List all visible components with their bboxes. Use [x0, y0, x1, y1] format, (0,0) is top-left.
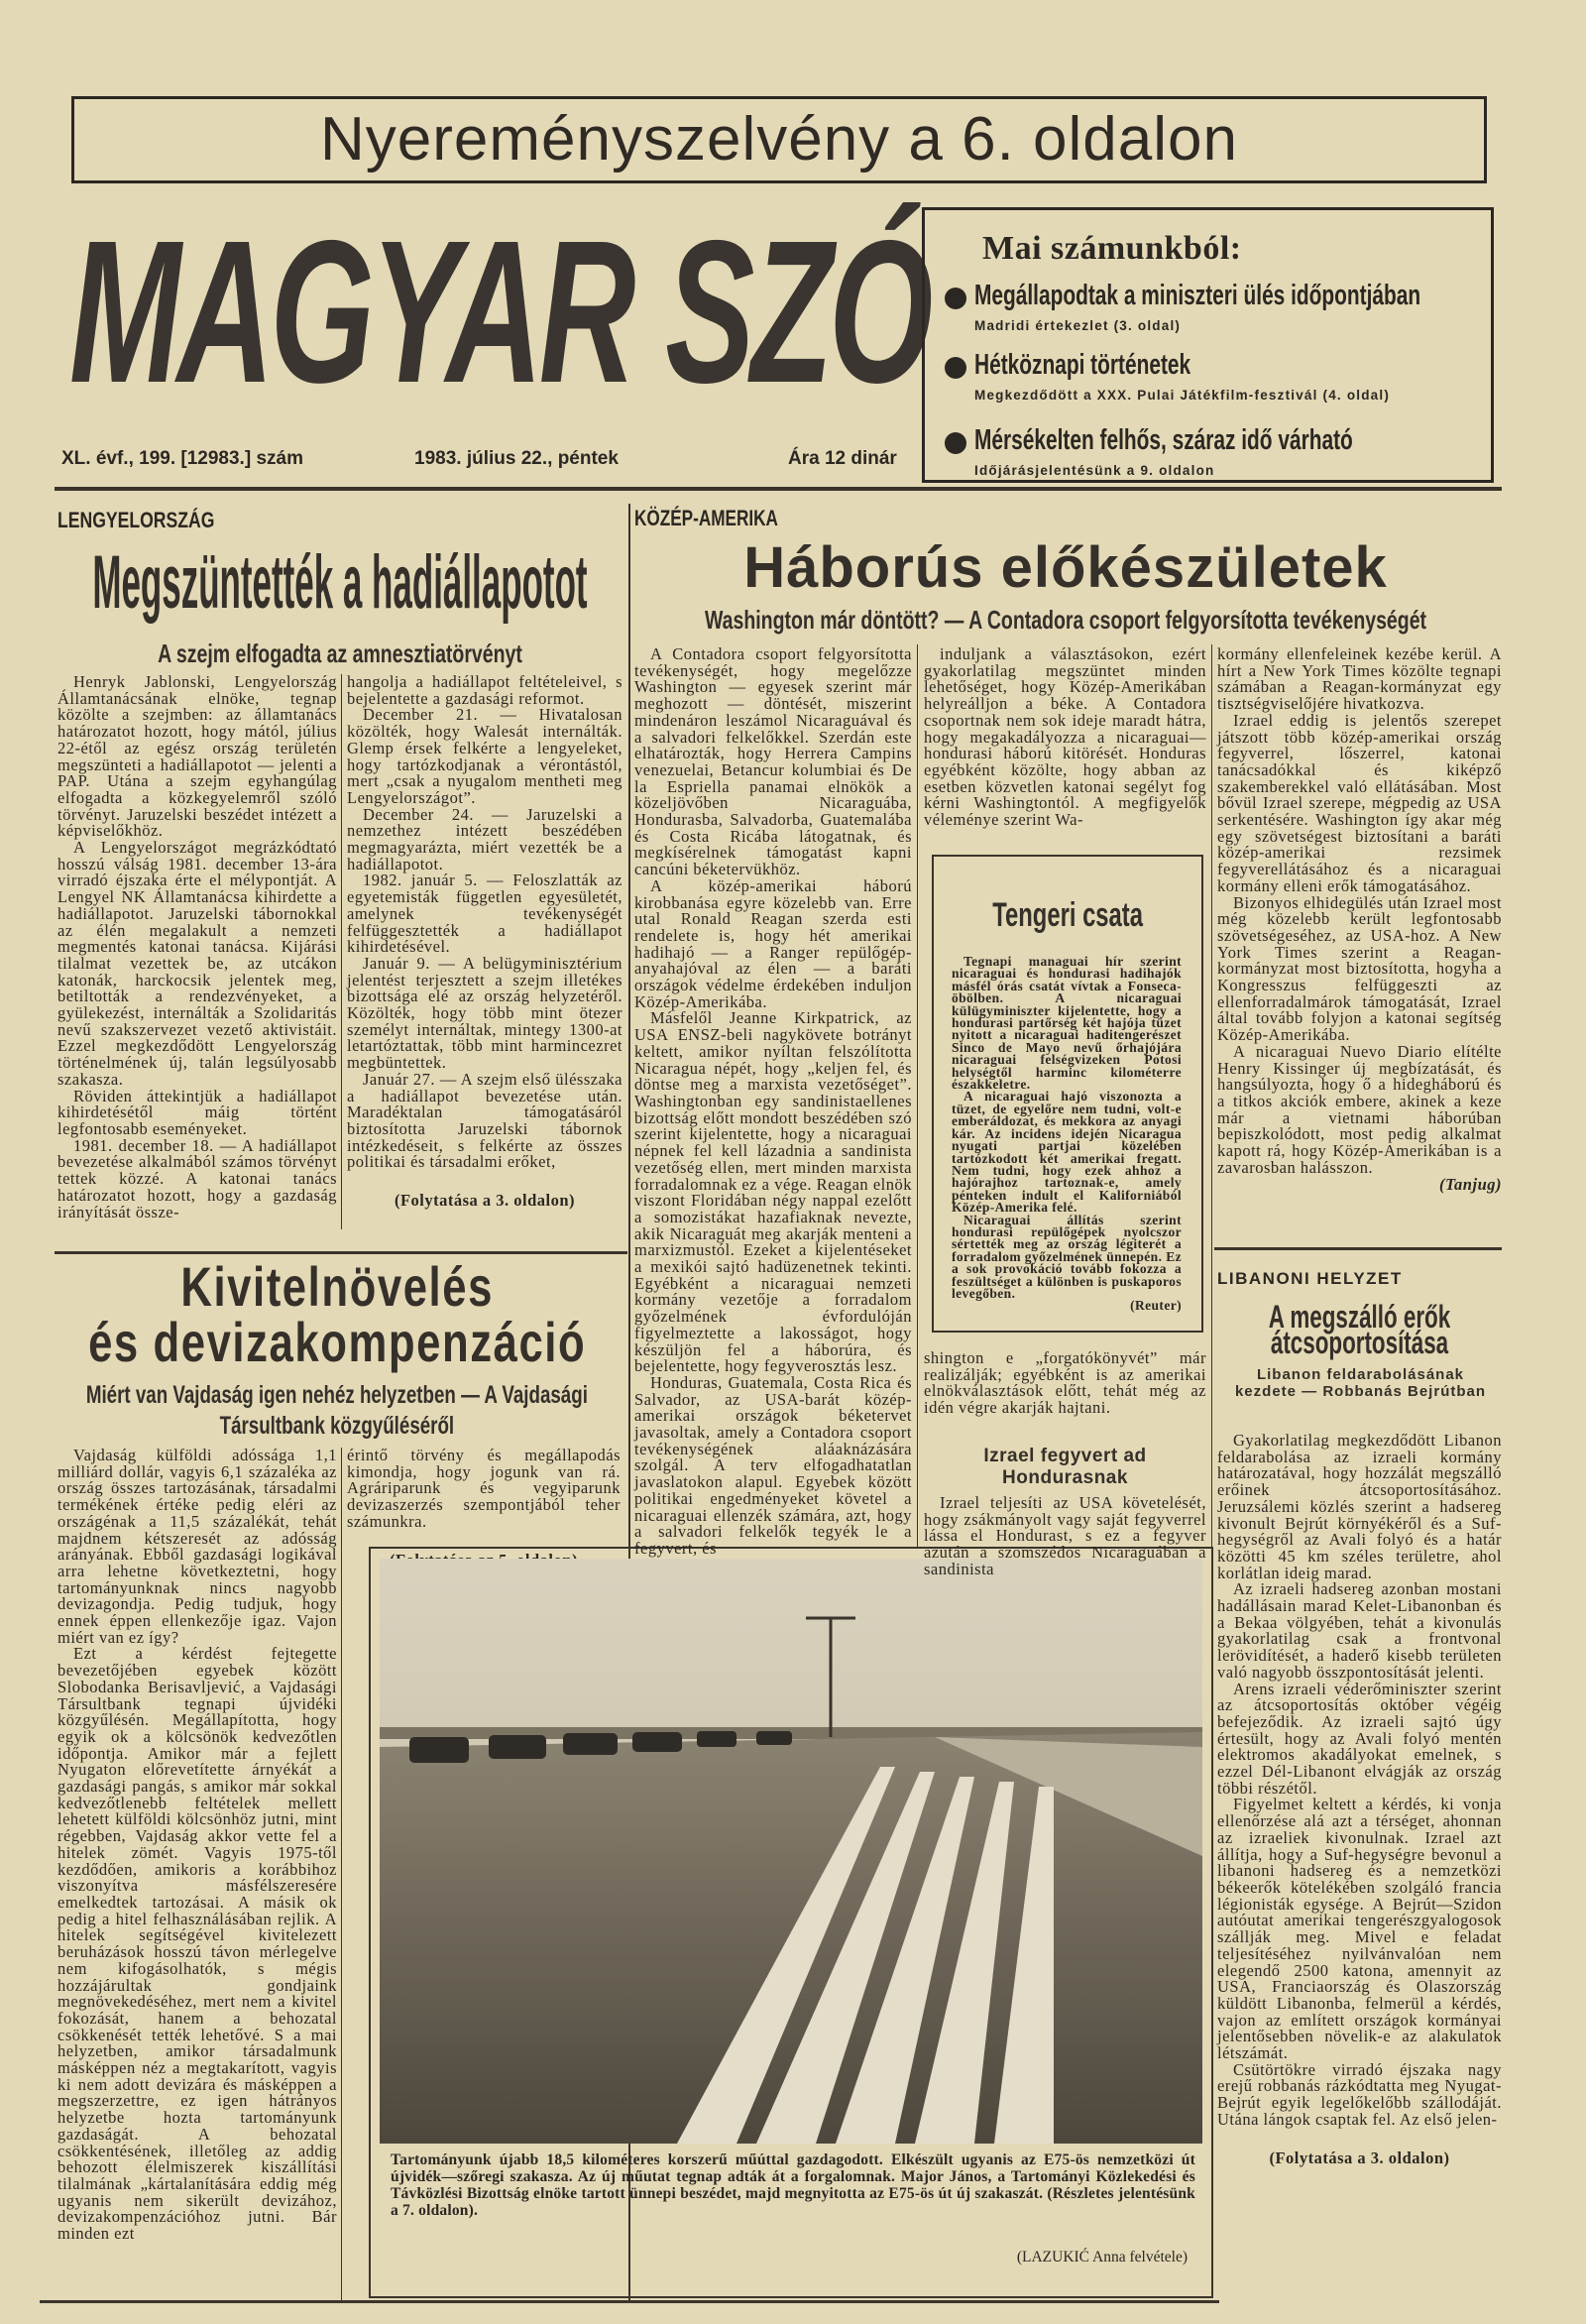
article-headline: Háborús előkészületek: [743, 535, 1388, 600]
paragraph: Figyelmet keltett a kérdés, ki vonja ellenőrzése alá azt a térséget, ahonnan az izraeliek kivonulnak. Izrael azt állítja, hogy a Suf-hegységre bevonul a libanoni hadsereg és a nemzetközi békeerők kötelékében szolgáló francia légionisták egysége. A Bejrút—Szidon autóutat amerikai tengerészgyalogosok szállják meg. Mivel e feladat teljesítéséhez nyilvánvalóan nem elegendő 2500 katona, amennyit az USA, Franciaország és Olaszország küldött Libanonba, felmerül a kérdés, vajon az említett országok kormányai jelentősebben növelik-e az alakulatok létszámát.: [1217, 1795, 1502, 2063]
issue-price: Ára 12 dinár: [788, 448, 897, 469]
page-bottom-rule: [40, 2300, 1219, 2303]
prize-coupon-banner: Nyereményszelvény a 6. oldalon: [71, 96, 1487, 183]
column-divider: [917, 644, 918, 1547]
paragraph: A nicaraguai Nuevo Diario elítélte Henry Kissinger új megbízatását, és hangsúlyozta, hogy ő a hidegháború és a titkos akciók embere, akinek a keze már a vietnami háborúban bepiszkolódott, most pedig alkalmat kapott rá, hogy Közép-Amerikában is a zavarosban halásszon.: [1217, 1041, 1502, 1177]
bullet-icon: [945, 432, 966, 454]
paragraph: Január 9. — A belügyminisztérium jelentést terjesztett a szejm illetékes bizottsága elé az ország helyzetéről. Közölték, hogy több mint ötezer személyt internáltak, mintegy 1300-at letartóztattak, több mint harmincezret megbüntettek.: [347, 953, 623, 1073]
headline-line: átcsoportosítása: [1270, 1325, 1449, 1360]
article-column: [57, 1448, 337, 2300]
headline-line: Kivitelnövelés: [180, 1255, 494, 1318]
paragraph: Honduras, Guatemala, Costa Rica és Salvador, az USA-barát közép-amerikai országok béketervet javasoltak, amely a Contadora csoport tevékenységének aláaknázására szolgál. A terv elfogadhatatlan javaslatokon alapul. Egyebek között politikai engedményeket követel a nicaraguai ellenzék számára, azt, hogy a salvadori felkelők tegyék le a fegyvert, és: [634, 1372, 912, 1558]
paragraph: érintő törvény és megállapodás kimondja, hogy jogunk van rá. Agráriparunk és vegyiparunk devizaszerzés szempontjából teher számunkra.: [347, 1446, 621, 1531]
article-subheadline: [634, 605, 1497, 636]
contents-item-headline: Megállapodtak a miniszteri ülés időpontjában: [974, 280, 1421, 311]
newspaper-logo: [69, 198, 930, 426]
issue-number: XL. évf., 199. [12983.] szám: [61, 448, 303, 469]
road-photo: [369, 1547, 1213, 2298]
paragraph: Január 27. — A szejm első ülésszaka a hadiállapot bevezetése után. Maradéktalan támogatásáról biztosította Jaruzelski tábornok intézkedéseit, s felkérte az összes politikai és társadalmi erőket,: [347, 1069, 623, 1172]
contents-item-headline: Mérsékelten felhős, száraz idő várható: [974, 424, 1353, 456]
paragraph: Arens izraeli véderőminiszter szerint az átcsoportosítás október végéig befejeződik. Az izraeli sajtó úgy értesült, hogy az Avali folyó mentén elektromos akadályokat emelnek, s ezzel Dél-Libanont elvágják az ország többi részétől.: [1217, 1679, 1502, 1798]
article-headline: [1217, 1299, 1502, 1360]
article-column: [57, 674, 337, 1249]
news-agency-credit: (Reuter): [1130, 1298, 1182, 1314]
headline-line: A megszálló erők: [1268, 1299, 1451, 1335]
paragraph: Izrael teljesíti az USA követelését, hogy zsákmányolt vagy saját fegyverrel lássa el Hondurast, s ez a fegyver azután a szomszédos Nicaraguában a sandinista: [924, 1493, 1206, 1578]
subheadline-line: Társultbank közgyűléséről: [219, 1412, 455, 1440]
paragraph: Izrael eddig is jelentős szerepet játszott több közép-amerikai ország fegyverrel, lőszerrel, katonai tanácsadókkal és kiképző szakemberekkel való ellátásában. Most bővül Izrael szerepe, mégpedig az USA serkentésére. Washington így akar még egy szövetségest biztosítani a baráti közép-amerikai rezsimek fegyverellátásához és a nicaraguai kormány elleni erők támogatásához.: [1217, 710, 1502, 895]
section-label: LENGYELORSZÁG: [57, 508, 215, 532]
sidebar-title: [934, 896, 1201, 935]
headline-line: Izrael fegyvert ad: [983, 1446, 1147, 1466]
paragraph: Vajdaság külföldi adóssága 1,1 milliárd dollár, vagyis 6,1 százaléka az ország összes tartozásának, társadalmi termékének értéke pedig eléri az országénak a 11,5 százalékát, tehát majdnem kétszeresét az adósság arányának. Ebből gazdasági logikával arra lehetne következtetni, hogy tartományunknak nincs nagyobb devizagondja. Pedig tudjuk, hogy ennek éppen ellenkezője igaz. Vajon miért van ez így?: [57, 1446, 337, 1647]
article-headline: [50, 1255, 624, 1373]
paragraph: Nicaraguai állítás szerint hondurasi repülőgépek nyolcszor sértették meg az ország légiterét a forradalom győzelmének ünnepén. Ez a sok provokáció tovább fokozza a feszültséget a különben is puskaporos levegőben.: [952, 1212, 1182, 1301]
article-headline: [57, 535, 623, 631]
article-column: [347, 674, 623, 1244]
contents-item-headline: Hétköznapi történetek: [974, 349, 1191, 381]
headline-line: és devizakompenzáció: [88, 1311, 587, 1373]
issue-date: 1983. július 22., péntek: [414, 448, 619, 469]
paragraph: December 21. — Hivatalosan közölték, hogy Walesát internálták. Glemp érsek felkérte a lengyeleket, hogy tartózkodjanak a vérontástól, mert „csak a nyugalom mentheti meg Lengyelországot”.: [347, 705, 623, 807]
article-column: [634, 644, 912, 1558]
contents-item-sub: Megkezdődött a XXX. Pulai Játékfilm-fesztivál (4. oldal): [974, 388, 1391, 403]
photo-caption: Tartományunk újabb 18,5 kilométeres korszerű műúttal gazdagodott. Elkészült ugyanis az E75-ös nemzetközi út újvidék—szőregi szakasza. Az új műutat tegnap adták át a forgalomnak. Major János, a Tartományi Közlekedési és Távközlési Bizottság elnöke tartott ünnepi beszédet, majd megnyitotta az E75-ös út új szakaszát. (Részletes jelentésünk a 7. oldalon).: [391, 2151, 1195, 2219]
paragraph: induljank a választásokon, ezért gyakorlatilag megszüntet minden lehetőséget, hogy Közép-Amerikában helyreálljon a béke. A Contadora csoportnak nem sok ideje maradt hátra, hogy megakadályozza a nicaraguai—hondurasi háború kitörését. Honduras egyébként közölte, hogy abban az esetben közvetlen katonai segélyt fog kérni Washingtontól. A megfigyelők véleménye szerint Wa-: [924, 644, 1206, 830]
headline-line: Hondurasnak: [1002, 1467, 1128, 1488]
logo-text: MAGYAR SZÓ: [69, 198, 930, 425]
column-divider: [341, 674, 342, 1229]
article-column: [1217, 646, 1502, 1241]
paragraph: shington e „forgatókönyvét” már realizálják; egyébként is az amerikai elnökválasztások előtt, tehát még az idén végre akarják hajtani.: [924, 1348, 1206, 1418]
sidebar-naval-battle: [932, 855, 1203, 1333]
paragraph: Tegnapi managuai hír szerint nicaraguai és hondurasi hadihajók másfél órás csatát vívtak a Fonseca-öbölben. A nicaraguai külügyminiszter kijelentette, hogy a hondurasi partőrség két hajója tüzet nyitott a nicaraguai haditengerészet Sinco de Mayo nevű őrhajójára nicaraguai felségvizeken Potosi helységtől harminc kilométerre északkeletre.: [952, 954, 1182, 1093]
masthead-rule: [55, 487, 1502, 491]
article-rule: [1214, 1247, 1502, 1250]
bullet-icon: [945, 357, 966, 379]
article-column: [924, 1350, 1206, 1434]
paragraph: Csütörtökre virradó éjszaka nagy erejű robbanás rázkódtatta meg Nyugat-Bejrút egyik legelőkelőbb szállodáját. Utána lángok csaptak fel. Az első jelen-: [1217, 2059, 1502, 2129]
paragraph: Gyakorlatilag megkezdődött Libanon feldarabolása az izraeli kormány határozatával, hogy hozzálát megszálló erőinek átcsoportosításához. Jeruzsálemi közlés szerint a hadsereg kivonult Bejrút környékéről és a Suf-hegységről az Avali folyó és a határ közötti 45 km széles területre, ahol korlátlan ideig marad.: [1217, 1431, 1502, 1582]
article-headline: [924, 1446, 1206, 1489]
article-subheadline: Libanon feldarabolásának kezdete — Robbanás Bejrútban: [1234, 1366, 1487, 1400]
paragraph: December 24. — Jaruzelski a nemzethez intézett beszédében megmagyarázta, miért vezették be a hadiállapotot.: [347, 804, 623, 873]
article-column: [347, 1448, 621, 1547]
continued-link[interactable]: (Folytatása a 3. oldalon): [394, 1191, 576, 1211]
paragraph: A nicaraguai hajó viszonozta a tüzet, de egyelőre nem tudni, volt-e emberáldozat, és mekkora az anyagi kár. Az incidens idején Nicaragua nyugati partjai közelében tartózkodott két amerikai fregatt. Nem tudni, hogy ezek ahhoz a hajórajhoz tartoznak-e, amely pénteken indult el Kaliforniából Közép-Amerika felé.: [952, 1089, 1182, 1216]
paragraph: Henryk Jablonski, Lengyelország Államtanácsának elnöke, tegnap közölte a szejmben: az államtanács határozatot hozott, hogy mától, július 22-étől az egész ország területén megszünteti a hadiállapotot — jelenti a PAP. Utána a szejm egyhangúlag elfogadta a közkegyelemről szóló törvényt. Jaruzelski beszédet intézett a képviselőkhöz.: [57, 672, 337, 841]
contents-box: [922, 207, 1494, 483]
contents-title: Mai számunkból:: [982, 230, 1242, 267]
section-label: KÖZÉP-AMERIKA: [634, 506, 778, 530]
paragraph: 1982. január 5. — Feloszlatták az egyetemisták független egyesületét, amelynek tevékenységét felfüggesztették a hadiállapot kihirdetésével.: [347, 871, 623, 957]
column-divider: [341, 1448, 342, 2300]
headline-text: Megszüntették a hadiállapotot: [92, 540, 588, 625]
news-agency-credit: (Tanjug): [1439, 1174, 1502, 1194]
photo-credit: (LAZUKIĆ Anna felvétele): [1016, 2249, 1188, 2266]
paragraph: Bizonyos elhidegülés után Izrael most még közelebb került legfontosabb szövetségeséhez, az USA-hoz. A New York Times szerint a Reagan-kormányzat most biztosította, hogyha a Kongresszus felfüggeszti az ellenforradalmárok támogatását, Izrael által tovább folyjon a katonai segítség Közép-Amerikába.: [1217, 892, 1502, 1045]
sidebar-title-text: Tengeri csata: [992, 896, 1143, 934]
subheadline-text: A szejm elfogadta az amnesztiatörvényt: [158, 639, 522, 668]
paragraph: Ezt a kérdést fejtegette bevezetőjében egyebek között Slobodanka Berisavljević, a Vajdasági Társultbank tegnapi újvidéki közgyűlésén. Megállapította, hogy egyik ok a kölcsönök kedvezőtlen időpontja. Amikor már a fejlett Nyugaton előrevetítette árnyékát a gazdasági pangás, s amikor már sokkal kedvezőtlenebb feltételek mellett lehetett külföldi kölcsönhöz jutni, mint régebben, Vajdaság akkor vette fel a hitelek zömét. Vagyis 1975-től kezdődően, amikoris a korábbihoz viszonyítva másfélszeresére emelkedtek tartozásai. A másik ok pedig a hitel felhasználásában rejlik. A hitelek segítségével kivitelezett beruházások hosszú távon mérlegelve nem kifogásolhatók, s mégis hozzájárultak gondjaink megnövekedéséhez, mert nem a kivitel fokozását, hanem a behozatal csökkenését tették lehetővé. S a mai helyzetben, amikor társadalmunk másképpen néz a megtakarított, vagyis ki nem adott devizára és másképpen a megszerzettre, ez igen hátrányos helyzetbe hozta tartományunk gazdaságát. A behozatal csökkentésének, illetőleg az addig behozott élelmiszerek kiszállítási tilalmának „kártalanítására eddig még ugyanis nem sikerült devizához, devizakompenzációhoz jutni. Bár minden ezt: [57, 1644, 337, 2244]
paragraph: Másfelől Jeanne Kirkpatrick, az USA ENSZ-beli nagykövete botrányt keltett, amikor nyíltan felszólította Nicaragua népét, hogy „keljen fel, és döntse meg a marxista vezetőséget”. Washingtonban egy sandinistaellenes bizottság előtt mondott beszédében szó szerint kijelentette, hogy a nicaraguai népnek fel kell lázadnia a sandinista vezetőség ellen, mert minden marxista forradalomnak ez a vége. Reagan elnök viszont Floridában négy nappal ezelőtt a somozistákat hazafiaknak nevezte, akik Nicaraguát meg akarják menteni a marxizmustól. Ezeket a kijelentéseket a mexikói sajtó hadüzenetnek tekinti. Egyébként a nicaraguai nemzeti kormány vezetője a forradalom győzelmének évfordulóján figyelmeztette a lakosságot, hogy készüljön fel a háborúra, és bejelentette, hogy fegyverosztás lesz.: [634, 1008, 912, 1376]
paragraph: hangolja a hadiállapot feltételeivel, s bejelentette a gazdasági reformot.: [347, 672, 623, 708]
article-column: [1217, 1433, 1502, 2285]
section-label: LIBANONI HELYZET: [1217, 1269, 1403, 1288]
paragraph: 1981. december 18. — A hadiállapot bevezetése alkalmából számos törvényt tettek közzé. A katonai tanács határozatot hozott, hogy a gazdaság irányítását össze-: [57, 1135, 337, 1221]
contents-item-sub: Madridi értekezlet (3. oldal): [974, 318, 1182, 333]
subheadline-text: Washington már döntött? — A Contadora csoport felgyorsította tevékenységét: [704, 605, 1427, 635]
article-subheadline: [57, 639, 623, 669]
paragraph: Röviden áttekintjük a hadiállapot kihirdetésétől máig történt legfontosabb eseményeket.: [57, 1086, 337, 1138]
contents-item-sub: Időjárásjelentésünk a 9. oldalon: [974, 463, 1215, 478]
paragraph: A Lengyelországot megrázkódtató hosszú válság 1981. december 13-ára virradó éjszaka érte el mélypontját. A Lengyel NK Államtanácsa kihirdette a hadiállapotot. Jaruzelski tábornokkal az élén megalakult a nemzeti megmentés katonai tanácsa. Kijárási tilalmat vezettek be, az utcákon katonák, harckocsik jelentek meg, betiltották a rendezvényeket, a gyülekezést, internálták a Szolidaritás nevű szakszervezet vezető aktivistáit. Ezzel megkezdődött Lengyelország történelmének új, talán legsúlyosabb szakasza.: [57, 838, 337, 1089]
article-subheadline: [50, 1380, 624, 1442]
paragraph: A közép-amerikai háború kirobbanása egyre közelebb van. Erre utal Ronald Reagan szerda esti rendelete is, hogy hét amerikai hadihajó — a Ranger repülőgép-anyahajóval az élen — a baráti országok védelme érdekében induljon Közép-Amerikába.: [634, 875, 912, 1011]
continued-link[interactable]: (Folytatása a 3. oldalon): [1269, 2148, 1450, 2167]
subheadline-line: Miért van Vajdaság igen nehéz helyzetben — A Vajdasági: [85, 1381, 588, 1409]
paragraph: A Contadora csoport felgyorsította tevékenységét, hogy megelőzze Washington — egyesek szerint már meghozott — döntését, miszerint mindenáron leszámol Nicaraguával és a salvadori felkelőkkel. Szerdán este elhatározták, hogy Herrera Campins venezuelai, Betancur kolumbiai és De la Espriella panamai elnökök a közeljövőben Nicaraguába, Hondurasba, Salvadorba, Guatemalába és Costa Ricába látogatnak, és megkísérelnek támogatást kapni cancúni béketervükhöz.: [634, 644, 912, 879]
paragraph: Az izraeli hadsereg azonban mostani hadállásain marad Kelet-Libanonban és a Bekaa völgyében, tehát a kivonulás gyakorlatilag csak a frontvonal lerövidítését, a haderő kisebb területen való nagyobb összpontosítását jelenti.: [1217, 1579, 1502, 1682]
paragraph: kormány ellenfeleinek kezébe kerül. A hírt a New York Times közölte tegnapi számában a Reagan-kormányzat egy tisztségviselőjére hivatkozva.: [1217, 644, 1502, 714]
article-column: [924, 646, 1206, 845]
sidebar-body: [952, 956, 1182, 1323]
photo-image: [380, 1559, 1202, 2144]
article-column: [924, 1493, 1206, 1578]
article-rule: [55, 1251, 627, 1254]
bullet-icon: [945, 288, 966, 309]
